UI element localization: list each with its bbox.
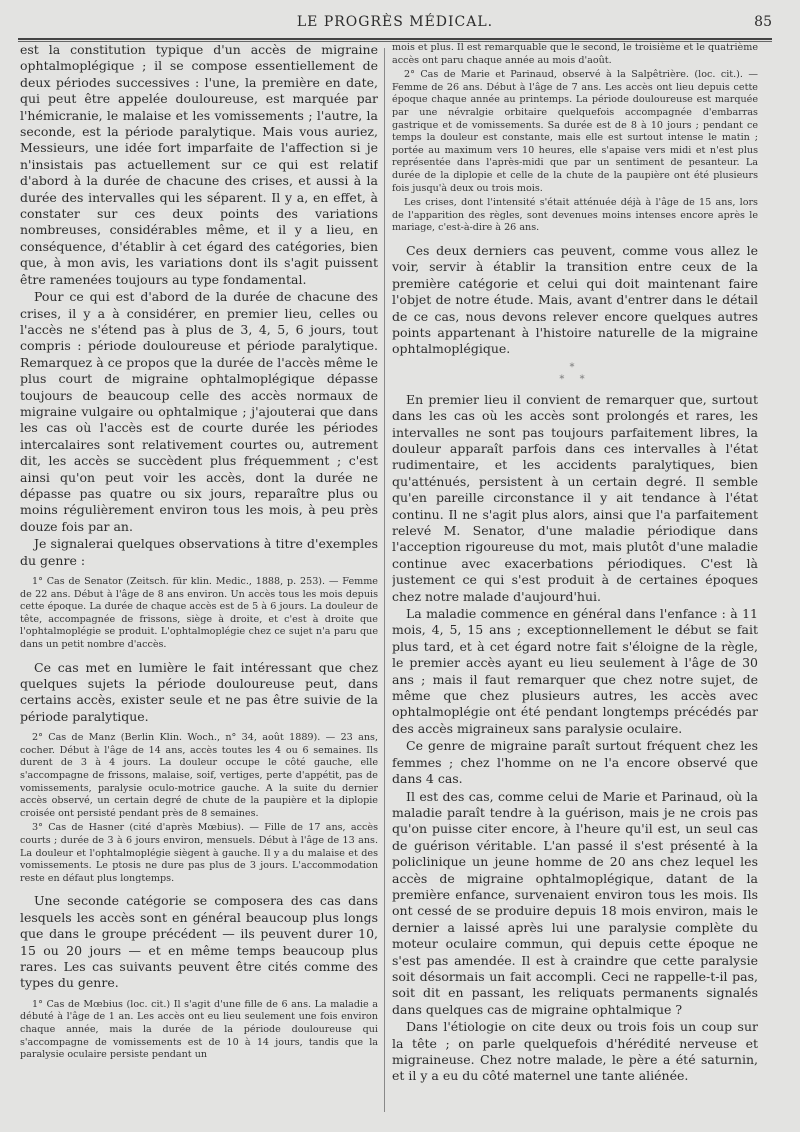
paragraph-r8: Il est des cas, comme celui de Marie et Parinaud, où la maladie paraît tendre à la guérison, mais je ne crois pas qu'on puisse citer encore, à l'heure qu'il est, un seul cas de guérison véritable. L'an passé il s'est présenté à la policlinique un jeune homme de 20 ans chez lequel les accès de migraine ophtalmoplégique, datant de la première enfance, survenaient environ tous les mois. Ils ont cessé de se produire depuis 18 mois environ, mais le dernier a laissé après lui une paralysie complète du moteur oculaire commun, qui depuis cette époque ne s'est pas amendée. Il est à craindre que cette paralysie soit désormais un fait accompli. Ceci ne rappelle-t-il pas, soit dit en passant, les reliquats permanents signalés dans quelques cas de migraine ophtalmique ? xyxy=(392,788,758,1017)
paragraph-l1: est la constitution typique d'un accès de migraine ophtalmoplégique ; il se compose essentiellement de deux périodes successives : l'une, la première en date, qui peut être appelée douloureuse, est marquée par l'hémicranie, le malaise et les vomissements ; l'autre, la seconde, est la période paralytique. Mais vous auriez, Messieurs, une idée fort imparfaite de l'affection si je n'insistais pas actuellement sur ce qui est relatif d'abord à la durée de chacune des crises, et aussi à la durée des intervalles qui les séparent. Il y a, en effet, à constater sur ces deux points des variations nombreuses, considérables même, et il y a lieu, en conséquence, d'établir à cet égard des catégories, bien que, à mon avis, les variations dont ils s'agit puissent être ramenées toujours au type fondamental. xyxy=(20,42,378,287)
case-note-manz: 2° Cas de Manz (Berlin Klin. Woch., n° 34, août 1889). — 23 ans, cocher. Début à l'âge de 14 ans, accès toutes les 4 ou 6 semaines. Ils durent de 3 à 4 jours. La douleur occupe le côté gauche, elle s'accompagne de frissons, malaise, soif, vertiges, perte d'appétit, pas de vomissements, paralysie oculo-motrice gauche. A la suite du dernier accès observé, un certain degré de chute de la paupière et la diplopie croisée ont persisté pendant près de 8 semaines. xyxy=(20,732,378,819)
case-note-moebius: 1° Cas de Mœbius (loc. cit.) Il s'agit d'une fille de 6 ans. La maladie a débuté à l'âge de 1 an. Les accès ont eu lieu seulement une fois environ chaque année, mais la durée de la période douloureuse qui s'accompagne de vomissements est de 10 à 14 jours, tandis que la paralysie oculaire persiste pendant un xyxy=(20,998,378,1061)
paragraph-l5: Ce cas met en lumière le fait intéressant que chez quelques sujets la période douloureuse peut, dans certains accès, exister seule et ne pas être suivie de la période paralytique. xyxy=(20,659,378,724)
paragraph-r4: Ces deux derniers cas peuvent, comme vous allez le voir, servir à établir la transition entre ceux de la première catégorie et celui qui doit maintenant faire l'objet de notre étude. Mais, avant d'entrer dans le détail de ce cas, nous devons relever encore quelques autres points appartenant à l'histoire naturelle de la migraine ophtalmoplégique. xyxy=(392,242,758,357)
column-separator xyxy=(384,48,385,1112)
left-column xyxy=(20,42,378,1118)
case-note-crises: Les crises, dont l'intensité s'était atténuée déjà à l'âge de 15 ans, lors de l'apparition des règles, sont devenues moins intenses encore après le mariage, c'est-à-dire à 26 ans. xyxy=(392,197,758,234)
case-note-marie-parinaud: 2° Cas de Marie et Parinaud, observé à la Salpêtrière. (loc. cit.). — Femme de 26 ans. Début à l'âge de 7 ans. Les accès ont lieu depuis cette époque chaque année au printemps. La période douloureuse est marquée par une névralgie orbitaire quelquefois accompagnée d'embarras gastrique et de vomissements. Sa durée est de 8 à 10 jours ; pendant ce temps la douleur est constante, mais elle est surtout intense le matin ; portée au maximum vers 10 heures, elle s'apaise vers midi et n'est plus représentée dans l'après-midi que par un sentiment de pesanteur. La durée de la diplopie et celle de la chute de la paupière ont été plusieurs fois jusqu'à deux ou trois mois. xyxy=(392,69,758,194)
case-note-continuation: mois et plus. Il est remarquable que le second, le troisième et le quatrième accès ont paru chaque année au mois d'août. xyxy=(392,42,758,66)
paragraph-r9: Dans l'étiologie on cite deux ou trois fois un coup sur la tête ; on parle quelquefois d'hérédité nerveuse et migraineuse. Chez notre malade, le père a été saturnin, et il y a eu du côté maternel une tante aliénée. xyxy=(392,1019,758,1084)
paragraph-l2: Pour ce qui est d'abord de la durée de chacune des crises, il y a à considérer, en premier lieu, celles ou l'accès ne s'étend pas à plus de 3, 4, 5, 6 jours, tout compris : période douloureuse et période paralytique. Remarquez à ce propos que la durée de l'accès même le plus court de migraine ophtalmoplégique dépasse toujours de beaucoup celle des accès normaux de migraine vulgaire ou ophtalmique ; j'ajouterai que dans les cas où l'accès est de courte durée les périodes intercalaires sont relativement courtes ou, autrement dit, les accès se succèdent plus fréquemment ; c'est ainsi qu'on peut voir les accès, dont la durée ne dépasse pas quatre ou six jours, reparaître plus ou moins régulièrement environ tous les mois, à peu près douze fois par an. xyxy=(20,289,378,534)
section-asterisks: * * * xyxy=(559,361,591,385)
paragraph-l3: Je signalerai quelques observations à titre d'exemples du genre : xyxy=(20,536,378,568)
page-number: 85 xyxy=(754,14,772,30)
case-note-hasner: 3° Cas de Hasner (cité d'après Mœbius). — Fille de 17 ans, accès courts ; durée de 3 à 6 jours environ, mensuels. Début à l'âge de 13 ans. La douleur et l'ophtalmoplégie siègent à gauche. Il y a du malaise et des vomissements. Le ptosis ne dure pas plus de 3 jours. L'accommodation reste en défaut plus longtemps. xyxy=(20,822,378,884)
paragraph-l8: Une seconde catégorie se composera des cas dans lesquels les accès sont en général beaucoup plus longs que dans le groupe précédent — ils peuvent durer 10, 15 ou 20 jours — et en même temps beaucoup plus rares. Les cas suivants peuvent être cités comme des types du genre. xyxy=(20,893,378,991)
paragraph-r5: En premier lieu il convient de remarquer que, surtout dans les cas où les accès sont prolongés et rares, les intervalles ne sont pas toujours parfaitement libres, la douleur apparaît parfois dans ces intervalles à l'état rudimentaire, et les accidents paralytiques, bien qu'atténués, persistent à un certain degré. Il semble qu'en pareille circonstance il y ait tendance à l'état continu. Il ne s'agit plus alors, ainsi que l'a parfaitement relevé M. Senator, d'une maladie périodique dans l'acception rigoureuse du mot, mais plutôt d'une maladie continue avec exacerbations périodiques. C'est là justement ce qui s'est produit à de certaines époques chez notre malade d'aujourd'hui. xyxy=(392,391,758,604)
paragraph-r7: Ce genre de migraine paraît surtout fréquent chez les femmes ; chez l'homme on ne l'a encore observé que dans 4 cas. xyxy=(392,738,758,787)
journal-title: LE PROGRÈS MÉDICAL. xyxy=(296,14,494,30)
paragraph-r6: La maladie commence en général dans l'enfance : à 11 mois, 4, 5, 15 ans ; exceptionnellement le début se fait plus tard, et à cet égard notre fait s'éloigne de la règle, le premier accès ayant eu lieu seulement à l'âge de 30 ans ; mais il faut remarquer que chez notre sujet, de même que chez plusieurs autres, les accès avec ophtalmoplégie ont été pendant longtemps précédés par des accès migraineux sans paralysie oculaire. xyxy=(392,606,758,736)
case-note-senator: 1° Cas de Senator (Zeitsch. für klin. Medic., 1888, p. 253). — Femme de 22 ans. Début à l'âge de 8 ans environ. Un accès tous les mois depuis cette époque. La durée de chaque accès est de 5 à 6 jours. La douleur de tête, accompagnée de frissons, siège à droite, et c'est à droite que l'ophtalmoplégie se produit. L'ophtalmoplégie chez ce sujet n'a paru que dans un petit nombre d'accès. xyxy=(20,576,378,650)
right-column xyxy=(392,42,758,1118)
running-header xyxy=(18,10,772,36)
